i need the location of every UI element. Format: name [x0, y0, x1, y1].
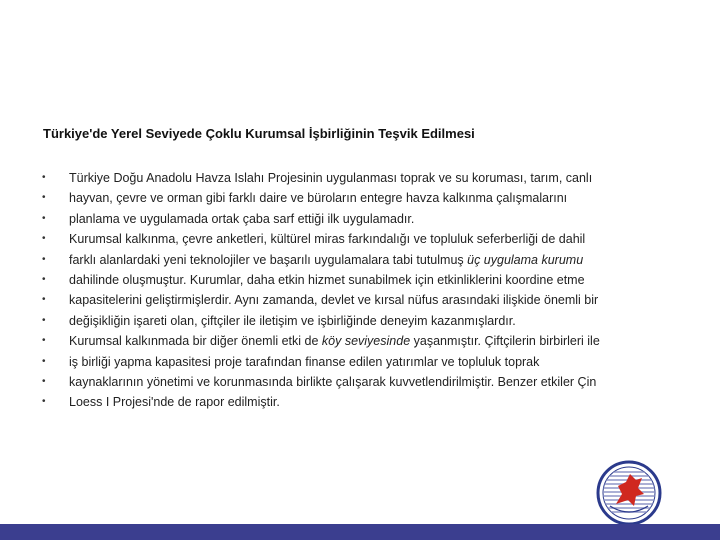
- bullet-marker: •: [42, 253, 46, 265]
- list-item-text: [69, 270, 585, 290]
- list-item: [42, 290, 682, 310]
- text-segment: Loess I Projesi'nde de rapor edilmiştir.: [69, 395, 280, 410]
- list-item-text: [69, 188, 567, 208]
- list-item: [42, 270, 682, 290]
- text-segment: Kurumsal kalkınmada bir diğer önemli etki de: [69, 334, 322, 349]
- slide-title: Türkiye'de Yerel Seviyede Çoklu Kurumsal İşbirliğinin Teşvik Edilmesi: [43, 126, 475, 141]
- text-segment: iş birliği yapma kapasitesi proje tarafından finanse edilen yatırımlar ve topluluk toprak: [69, 354, 540, 369]
- text-segment: kaynaklarının yönetimi ve korunmasında birlikte çalışarak kuvvetlendirilmiştir. Benzer etkiler Çin: [69, 374, 597, 389]
- list-item-text: [69, 352, 539, 372]
- bullet-marker: •: [42, 355, 46, 367]
- list-item: [42, 352, 682, 372]
- bullet-marker: •: [42, 273, 46, 285]
- emphasized-text: üç uygulama kurumu: [467, 252, 584, 267]
- university-seal-icon: [596, 460, 662, 526]
- bullet-marker: •: [42, 192, 46, 204]
- bullet-list: [42, 168, 682, 413]
- list-item: [42, 209, 682, 229]
- text-segment: farklı alanlardaki yeni teknolojiler ve başarılı uygulamalara tabi tutulmuş: [69, 252, 468, 267]
- text-segment: değişikliğin işareti olan, çiftçiler ile iletişim ve işbirliğinde deneyim kazanmışlardır.: [69, 313, 516, 328]
- list-item: [42, 250, 682, 270]
- list-item-text: [69, 372, 596, 392]
- list-item: [42, 392, 682, 412]
- text-segment: planlama ve uygulamada ortak çaba sarf ettiği ilk uygulamadır.: [69, 211, 415, 226]
- list-item: [42, 229, 682, 249]
- bullet-marker: •: [42, 314, 46, 326]
- bullet-marker: •: [42, 212, 46, 224]
- list-item: [42, 372, 682, 392]
- list-item-text: [69, 331, 600, 351]
- text-segment: dahilinde oluşmuştur. Kurumlar, daha etkin hizmet sunabilmek için etkinliklerini koordine etme: [69, 272, 585, 287]
- bullet-marker: •: [42, 172, 46, 183]
- list-item-text: [69, 311, 516, 331]
- emphasized-text: köy seviyesinde: [321, 334, 411, 349]
- list-item-text: [69, 229, 585, 249]
- text-segment: kapasitelerini geliştirmişlerdir. Aynı zamanda, devlet ve kırsal nüfus arasındaki ilişkide önemli bir: [69, 293, 599, 308]
- list-item-text: [69, 250, 583, 270]
- list-item: [42, 311, 682, 331]
- list-item-text: [69, 290, 598, 310]
- text-segment: Türkiye Doğu Anadolu Havza Islahı Projesinin uygulanması toprak ve su koruması, tarım, canlı: [69, 171, 593, 185]
- bullet-marker: •: [42, 396, 46, 408]
- list-item-text: [69, 168, 592, 188]
- bullet-marker: •: [42, 233, 46, 245]
- text-segment: Kurumsal kalkınma, çevre anketleri, kültürel miras farkındalığı ve topluluk seferberliği de dahil: [69, 232, 586, 247]
- footer-bar: [0, 524, 720, 540]
- list-item: [42, 331, 682, 351]
- text-segment: yaşanmıştır. Çiftçilerin birbirleri ile: [410, 334, 600, 349]
- bullet-marker: •: [42, 294, 46, 306]
- text-segment: hayvan, çevre ve orman gibi farklı daire ve büroların entegre havza kalkınma çalışmalarını: [69, 191, 568, 206]
- bullet-marker: •: [42, 335, 46, 347]
- list-item-text: [69, 209, 414, 229]
- bullet-marker: •: [42, 375, 46, 387]
- list-item: [42, 188, 682, 208]
- list-item-text: [69, 392, 280, 412]
- list-item: [42, 168, 682, 188]
